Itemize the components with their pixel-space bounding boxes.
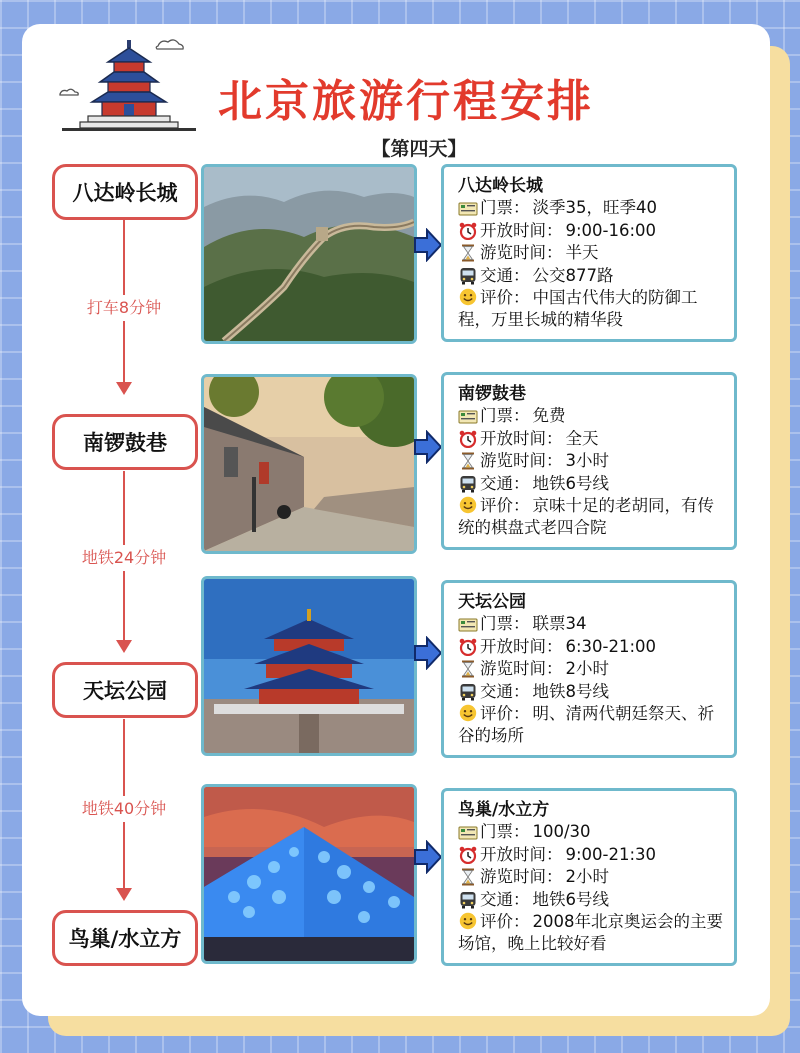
- info-panel-temple-of-heaven: [441, 580, 737, 758]
- ticket-label: 门票：: [480, 614, 530, 634]
- review-row: [458, 911, 726, 956]
- ticket-icon: [458, 200, 478, 218]
- alarm-clock-icon: [458, 430, 478, 448]
- route-arrowhead: [116, 888, 132, 901]
- review-label: 评价：: [480, 288, 530, 308]
- hours-label: 开放时间：: [480, 428, 563, 448]
- ticket-row: [458, 821, 726, 843]
- ticket-label: 门票：: [480, 822, 530, 842]
- ticket-row: [458, 613, 726, 635]
- hours-value: 9:00-16:00: [565, 220, 657, 240]
- duration-value: 半天: [565, 243, 599, 263]
- duration-value: 2小时: [565, 659, 609, 679]
- review-value: 明、清两代朝廷祭天、祈谷的场所: [458, 704, 714, 746]
- transport-row: [458, 473, 726, 495]
- ticket-label: 门票：: [480, 198, 530, 218]
- route-arrowhead: [116, 640, 132, 653]
- info-title: 鸟巢/水立方: [458, 800, 550, 820]
- hutong-street-photo: [201, 374, 417, 554]
- transport-label: 交通：: [480, 265, 530, 285]
- hours-row: [458, 636, 726, 658]
- blue-arrow-icon: [413, 840, 443, 874]
- ticket-value: 淡季35，旺季40: [532, 198, 657, 218]
- transport-label: 交通：: [480, 681, 530, 701]
- transit-label: 地铁24分钟: [66, 545, 182, 571]
- info-panel-birds-nest: [441, 788, 737, 966]
- duration-value: 3小时: [565, 451, 609, 471]
- smile-emoji-icon: [458, 288, 478, 306]
- transport-label: 交通：: [480, 473, 530, 493]
- duration-label: 游览时间：: [480, 659, 563, 679]
- duration-label: 游览时间：: [480, 867, 563, 887]
- ticket-value: 联票34: [532, 614, 587, 634]
- ticket-icon: [458, 824, 478, 842]
- hourglass-icon: [458, 244, 478, 262]
- stop-badalin-great-wall: 八达岭长城: [52, 164, 198, 220]
- transit-label: 地铁40分钟: [66, 796, 182, 822]
- info-panel-nanluoguxiang: [441, 372, 737, 550]
- bus-icon: [458, 267, 478, 285]
- page-title: 北京旅游行程安排: [218, 76, 594, 127]
- transport-value: 地铁6号线: [532, 473, 609, 493]
- ticket-row: [458, 405, 726, 427]
- review-value: 中国古代伟大的防御工程，万里长城的精华段: [458, 288, 698, 330]
- hours-label: 开放时间：: [480, 220, 563, 240]
- duration-row: [458, 242, 726, 264]
- hours-row: [458, 428, 726, 450]
- ticket-value: 100/30: [532, 822, 591, 842]
- duration-label: 游览时间：: [480, 451, 563, 471]
- hours-value: 6:30-21:00: [565, 636, 657, 656]
- review-row: [458, 495, 726, 540]
- route-arrowhead: [116, 382, 132, 395]
- bus-icon: [458, 683, 478, 701]
- ticket-icon: [458, 616, 478, 634]
- hours-label: 开放时间：: [480, 636, 563, 656]
- temple-logo-icon: [58, 36, 204, 142]
- temple-of-heaven-photo: [201, 576, 417, 756]
- review-value: 京味十足的老胡同，有传统的棋盘式老四合院: [458, 496, 714, 538]
- bus-icon: [458, 891, 478, 909]
- day-label: 【第四天】: [371, 138, 467, 160]
- bus-icon: [458, 475, 478, 493]
- great-wall-photo: [201, 164, 417, 344]
- duration-row: [458, 450, 726, 472]
- transport-label: 交通：: [480, 889, 530, 909]
- info-title: 南锣鼓巷: [458, 384, 526, 404]
- transit-label: 打车8分钟: [66, 295, 182, 321]
- stop-nanluoguxiang: 南锣鼓巷: [52, 414, 198, 470]
- hours-row: [458, 220, 726, 242]
- alarm-clock-icon: [458, 638, 478, 656]
- transport-row: [458, 265, 726, 287]
- blue-arrow-icon: [413, 636, 443, 670]
- water-cube-photo: [201, 784, 417, 964]
- review-label: 评价：: [480, 496, 530, 516]
- hours-value: 全天: [565, 428, 599, 448]
- ticket-label: 门票：: [480, 406, 530, 426]
- hours-row: [458, 844, 726, 866]
- review-value: 2008年北京奥运会的主要场馆，晚上比较好看: [458, 912, 723, 954]
- transport-value: 地铁6号线: [532, 889, 609, 909]
- info-panel-badalin: [441, 164, 737, 342]
- duration-row: [458, 658, 726, 680]
- review-row: [458, 287, 726, 332]
- hourglass-icon: [458, 452, 478, 470]
- hourglass-icon: [458, 660, 478, 678]
- hourglass-icon: [458, 868, 478, 886]
- alarm-clock-icon: [458, 222, 478, 240]
- hours-value: 9:00-21:30: [565, 844, 657, 864]
- transport-value: 地铁8号线: [532, 681, 609, 701]
- stop-birds-nest-water-cube: 鸟巢/水立方: [52, 910, 198, 966]
- review-row: [458, 703, 726, 748]
- stop-temple-of-heaven: 天坛公园: [52, 662, 198, 718]
- info-title: 天坛公园: [458, 592, 526, 612]
- ticket-value: 免费: [532, 406, 566, 426]
- transport-row: [458, 889, 726, 911]
- blue-arrow-icon: [413, 430, 443, 464]
- alarm-clock-icon: [458, 846, 478, 864]
- smile-emoji-icon: [458, 912, 478, 930]
- transport-row: [458, 681, 726, 703]
- hours-label: 开放时间：: [480, 844, 563, 864]
- review-label: 评价：: [480, 912, 530, 932]
- transport-value: 公交877路: [532, 265, 614, 285]
- duration-row: [458, 866, 726, 888]
- duration-value: 2小时: [565, 867, 609, 887]
- smile-emoji-icon: [458, 496, 478, 514]
- smile-emoji-icon: [458, 704, 478, 722]
- duration-label: 游览时间：: [480, 243, 563, 263]
- info-title: 八达岭长城: [458, 176, 543, 196]
- ticket-row: [458, 197, 726, 219]
- blue-arrow-icon: [413, 228, 443, 262]
- review-label: 评价：: [480, 704, 530, 724]
- ticket-icon: [458, 408, 478, 426]
